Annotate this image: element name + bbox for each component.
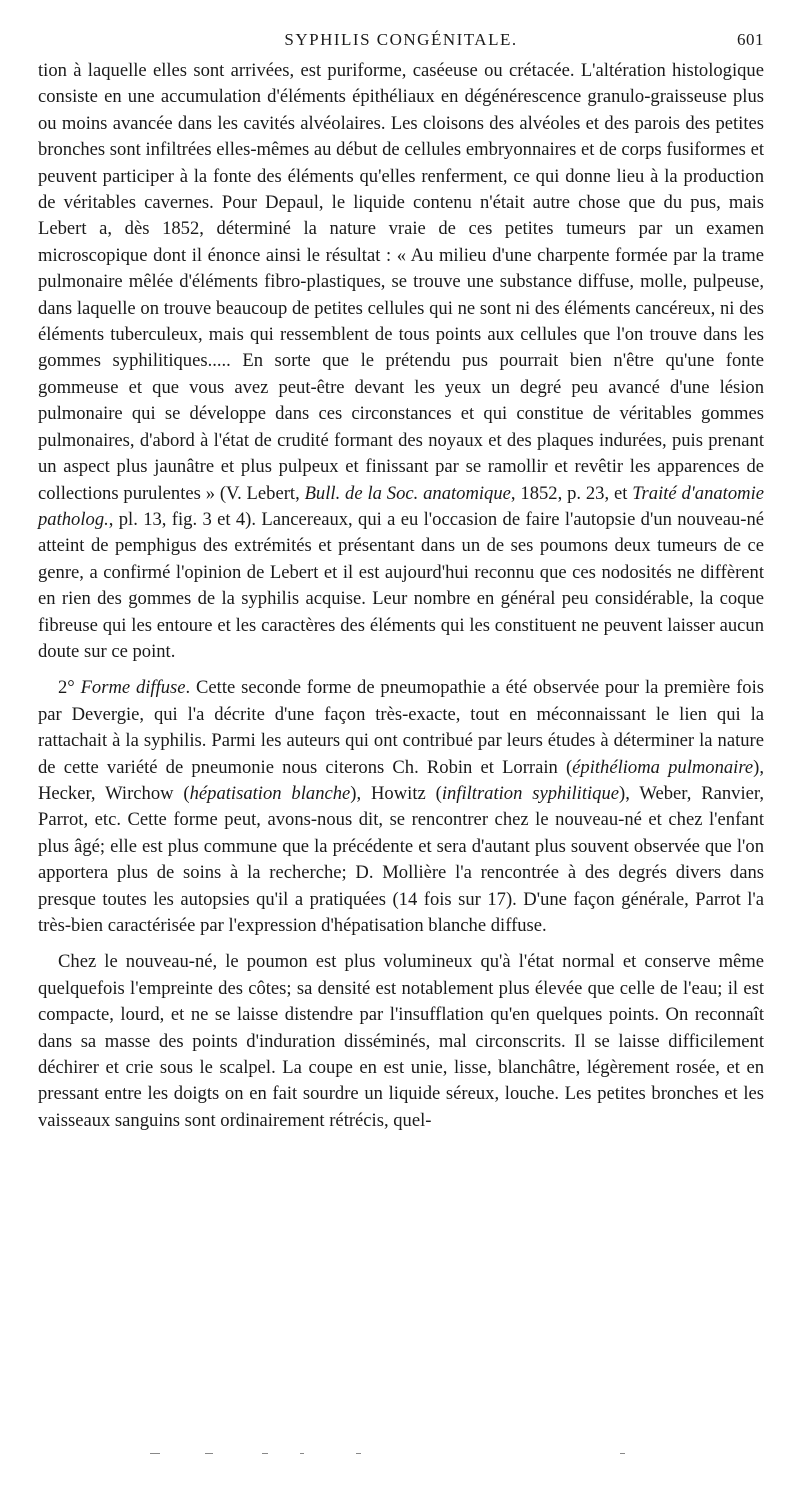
italic-run: Traité d'anatomie patholog. xyxy=(38,482,764,530)
page-number: 601 xyxy=(737,30,764,49)
paragraph-gommes-pulmonaires xyxy=(38,58,764,665)
book-page xyxy=(38,30,764,1134)
text-run: Chez le nouveau-né, le poumon est plus volumineux qu'à l'état normal et conserve même quelquefois l'empreinte des côtes; sa densité est notablement plus élevée que celle de l'eau; il est compacte, lourd, et ne se laisse distendre par l'insufflation qu'en quelques points. On reconnaît dans sa masse des points d'induration disséminés, mal circonscrits. Il se laisse difficilement déchirer et crie sous le scalpel. La coupe en est unie, lisse, blanchâtre, légèrement rosée, et en pressant entre les doigts on en fait sourdre un liquide séreux, louche. Les petites bronches et les vaisseaux sanguins sont ordinairement rétrécis, quel- xyxy=(38,951,764,1131)
running-title: SYPHILIS CONGÉNITALE. xyxy=(284,30,518,49)
italic-run: Bull. de la Soc. anatomique xyxy=(304,482,511,504)
text-run: ), Weber, Ranvier, Parrot, etc. Cette forme peut, avons-nous dit, se rencontrer chez le nouveau-né et chez l'enfant plus âgé; elle est plus commune que la précédente et sera d'autant plus souvent observée que l'on apportera plus de soins à la recherche; D. Mollière l'a rencontrée à des degrés divers dans presque toutes les autopsies qu'il a pratiquées (14 fois sur 17). D'une façon générale, Parrot l'a très-bien caractérisée par l'expression d'hépatisation blanche diffuse. xyxy=(38,782,764,936)
page-specks xyxy=(0,1445,800,1465)
italic-run: épithélioma pulmonaire xyxy=(572,756,754,778)
text-run: . Cette seconde forme de pneumopathie a été observée pour la première fois par Devergie, qui l'a décrite d'une façon très-exacte, tout en méconnaissant le lien qui la rattachait à la syphilis. Parmi les auteurs qui ont contribué par leurs études à déterminer la nature de cette variété de pneumonie nous citerons Ch. Robin et Lorrain ( xyxy=(38,677,764,778)
text-run: , pl. 13, fig. 3 et 4). Lancereaux, qui a eu l'occasion de faire l'autopsie d'un nouveau-né atteint de pemphigus des extrémités et présentant dans un de ses poumons deux tumeurs de ce genre, a confirmé l'opinion de Lebert et il est aujourd'hui reconnu que ces nodosités ne diffèrent en rien des gommes de la syphilis acquise. Leur nombre en général peu considérable, la coque fibreuse qui les entoure et les caractères des éléments qui les constituent ne peuvent laisser aucun doute sur ce point. xyxy=(38,508,764,662)
paragraph-nouveau-ne xyxy=(38,949,764,1134)
paragraph-forme-diffuse xyxy=(38,675,764,939)
italic-run: hépatisation blanche xyxy=(189,782,351,804)
italic-run: Forme diffuse xyxy=(80,677,186,699)
italic-run: infiltration syphilitique xyxy=(441,782,620,804)
text-run: , 1852, p. 23, et xyxy=(510,482,633,504)
running-head xyxy=(38,30,764,58)
text-run: tion à laquelle elles sont arrivées, est puriforme, caséeuse ou crétacée. L'altération histologique consiste en une accumulation d'éléments épithéliaux en dégénérescence granulo-graisseuse plus ou moins avancée dans les cavités alvéolaires. Les cloisons des alvéoles et des parois des petites bronches sont infiltrées elles-mêmes au début de cellules embryonnaires et de corps fusiformes et peuvent participer à la fonte des éléments qu'elles renferment, ce qui donne lieu à la production de véritables cavernes. Pour Depaul, le liquide contenu n'était autre chose que du pus, mais Lebert a, dès 1852, déterminé la nature vraie de ces petites tumeurs par un examen microscopique dont il énonce ainsi le résultat : « Au milieu d'une charpente formée par la trame pulmonaire mêlée d'éléments fibro-plastiques, se trouve une substance diffuse, molle, pulpeuse, dans laquelle on trouve beaucoup de petites cellules qui ne sont ni des éléments cancéreux, ni des éléments tuberculeux, mais qui ressemblent de tous points aux cellules que l'on trouve dans les gommes syphilitiques..... En sorte que le prétendu pus pourrait bien n'être qu'une fonte gommeuse et que vous avez peut-être devant les yeux un degré peu avancé d'une lésion pulmonaire qui se développe dans ces circonstances et qui constitue de véritables gommes pulmonaires, d'abord à l'état de crudité formant des noyaux et des plaques indurées, puis prenant un aspect plus jaunâtre et plus pulpeux et finissant par se ramollir et revêtir les apparences de collections purulentes » (V. Lebert, xyxy=(38,60,764,504)
text-run: 2° xyxy=(58,677,81,699)
text-run: ), Hecker, Wirchow ( xyxy=(38,756,764,804)
text-run: ), Howitz ( xyxy=(350,782,442,804)
